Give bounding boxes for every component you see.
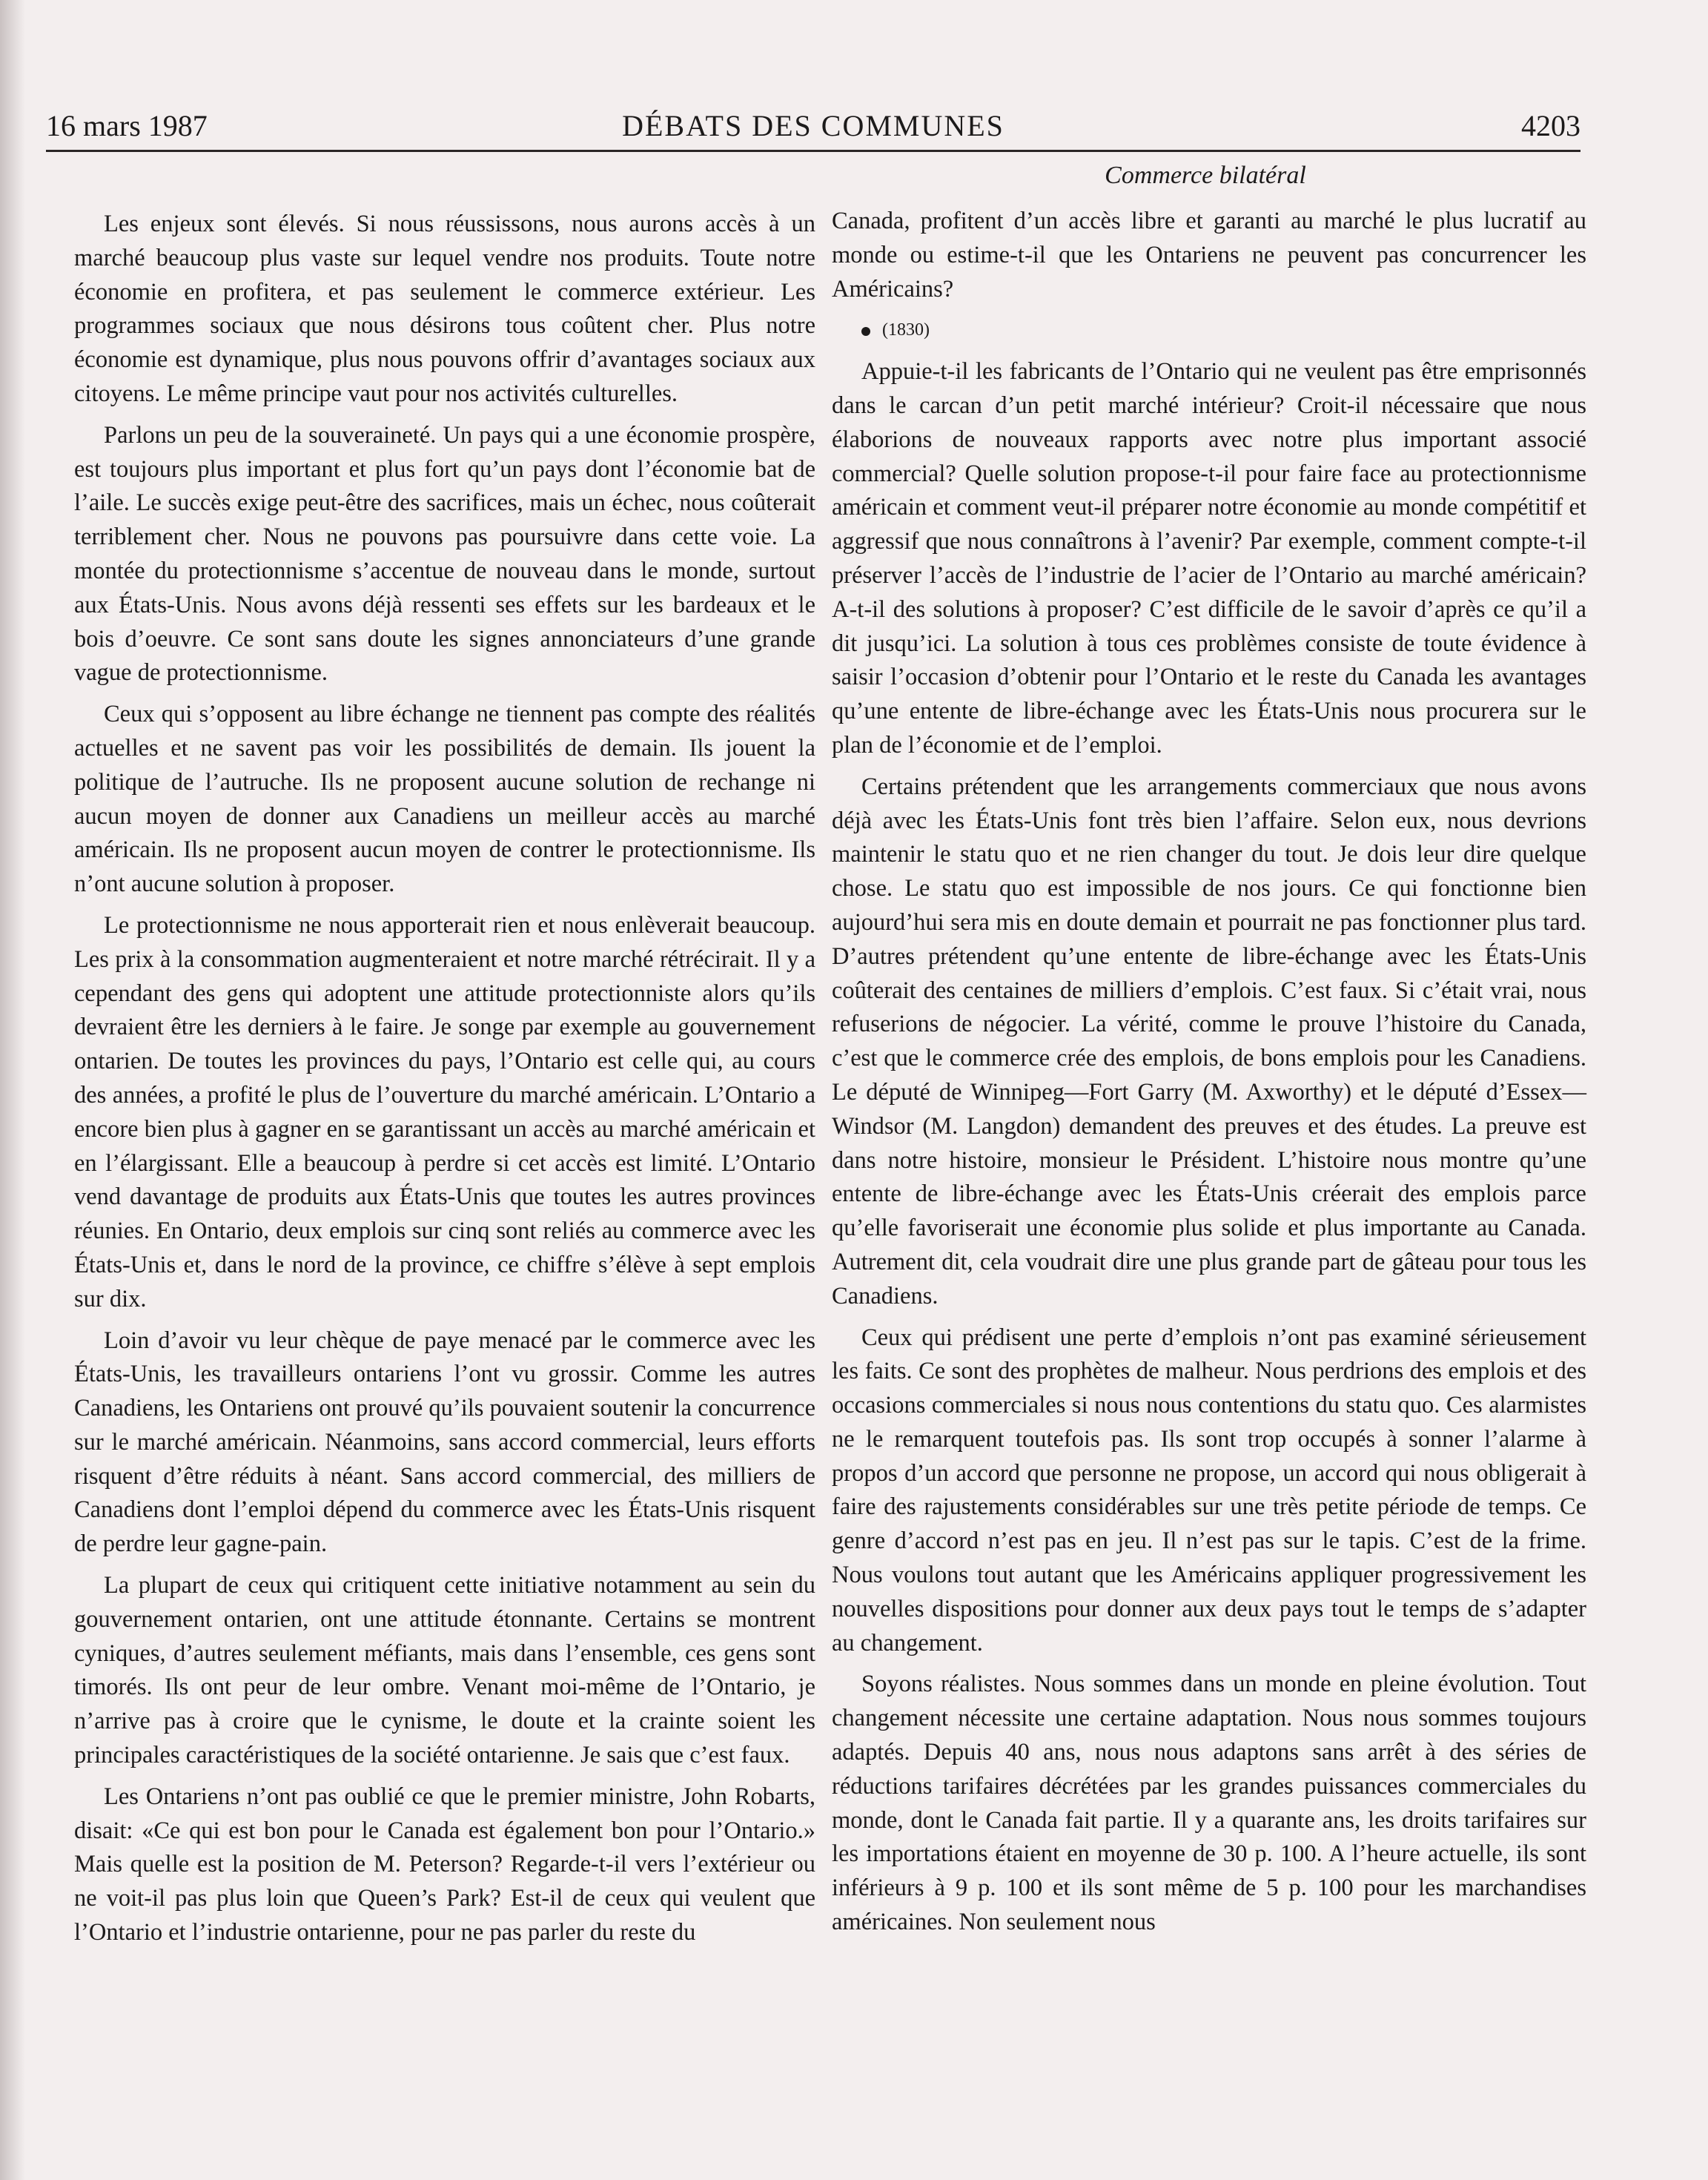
section-subtitle: Commerce bilatéral: [1105, 162, 1306, 189]
page-header: [46, 104, 1580, 152]
paragraph: Loin d’avoir vu leur chèque de paye menacé par le commerce avec les États-Unis, les travailleurs ontariens l’ont vu grossir. Comme les autres Canadiens, les Ontariens ont prouvé qu’ils pouvaient soutenir la concurrence sur le marché américain. Néanmoins, sans accord commercial, leurs efforts risquent d’être réduits à néant. Sans accord commercial, des milliers de Canadiens dont l’emploi dépend du commerce avec les États-Unis risquent de perdre leur gagne-pain.: [74, 1327, 815, 1558]
right-column: [832, 205, 1586, 2147]
bullet-icon: [861, 327, 870, 336]
paragraph: La plupart de ceux qui critiquent cette initiative notamment au sein du gouvernement ontarien, ont une attitude étonnante. Certains se montrent cyniques, d’autres seulement méfiants, mais dans l’ensemble, ces gens sont timorés. Ils ont peur de leur ombre. Venant moi-même de l’Ontario, je n’arrive pas à croire que le cynisme, le doute et la crainte soient les principales caractéristiques de la société ontarienne. Je sais que c’est faux.: [74, 1572, 815, 1769]
paragraph: Les Ontariens n’ont pas oublié ce que le premier ministre, John Robarts, disait: «Ce qui est bon pour le Canada est également bon pour l’Ontario.» Mais quelle est la position de M. Peterson? Regarde-t-il vers l’extérieur ou ne voit-il pas plus loin que Queen’s Park? Est-il de ceux qui veulent que l’Ontario et l’industrie ontarienne, pour ne pas parler du reste du: [74, 1783, 815, 1946]
paragraph: Appuie-t-il les fabricants de l’Ontario qui ne veulent pas être emprisonnés dans le carcan d’un petit marché intérieur? Croit-il nécessaire que nous élaborions de nouveaux rapports avec notre plus important associé commercial? Quelle solution propose-t-il pour faire face au protectionnisme américain et comment veut-il préparer notre économie au monde compétitif et aggressif que nous connaîtrons à l’avenir? Par exemple, comment compte-t-il préserver l’accès de l’industrie de l’acier de l’Ontario au marché américain? A-t-il des solutions à proposer? C’est difficile de le savoir d’après ce qu’il a dit jusqu’ici. La solution à tous ces problèmes consiste de toute évidence à saisir l’occasion d’obtenir pour l’Ontario et le reste du Canada les avantages qu’une entente de libre-échange avec les États-Unis nous procurera sur le plan de l’économie et de l’emploi.: [832, 358, 1586, 759]
paragraph: Soyons réalistes. Nous sommes dans un monde en pleine évolution. Tout changement nécessite une certaine adaptation. Nous nous sommes toujours adaptés. Depuis 40 ans, nous nous adaptons sans arrêt à des séries de réductions tarifaires décrétées par les grandes puissances commerciales du monde, dont le Canada fait partie. Il y a quarante ans, les droits tarifaires sur les importations étaient en moyenne de 30 p. 100. A l’heure actuelle, ils sont inférieurs à 9 p. 100 et ils sont même de 5 p. 100 pour les marchandises américaines. Non seulement nous: [832, 1671, 1586, 1936]
page-edge-shadow: [0, 0, 25, 2180]
paragraph: Certains prétendent que les arrangements commerciaux que nous avons déjà avec les États-Unis font très bien l’affaire. Selon eux, nous devrions maintenir le statu quo et ne rien changer du tout. Je dois leur dire quelque chose. Le statu quo est impossible de nos jours. Ce qui fonctionne bien aujourd’hui sera mis en doute demain et pourrait ne pas fonctionner plus tard. D’autres prétendent qu’une entente de libre-échange avec les États-Unis coûterait des centaines de milliers d’emplois. C’est faux. Si c’était vrai, nous refuserions de négocier. La vérité, comme le prouve l’histoire du Canada, c’est que le commerce crée des emplois, de bons emplois pour les Canadiens. Le député de Winnipeg—Fort Garry (M. Axworthy) et le député d’Essex—Windsor (M. Langdon) demandent des preuves et des études. La preuve est dans notre histoire, monsieur le Président. L’histoire nous montre qu’une entente de libre-échange avec les États-Unis créerait des emplois parce qu’elle favoriserait une économie plus solide et plus importante au Canada. Autrement dit, cela voudrait dire une plus grande part de gâteau pour tous les Canadiens.: [832, 773, 1586, 1309]
paragraph: Le protectionnisme ne nous apporterait rien et nous enlèverait beaucoup. Les prix à la consommation augmenteraient et notre marché rétrécirait. Il y a cependant des gens qui adoptent une attitude protectionniste alors qu’ils devraient être les derniers à le faire. Je songe par exemple au gouvernement ontarien. De toutes les provinces du pays, l’Ontario est celle qui, au cours des années, a profité le plus de l’ouverture du marché américain. L’Ontario a encore bien plus à gagner en se garantissant un accès au marché américain et en l’élargissant. Elle a beaucoup à perdre si cet accès est limité. L’Ontario vend davantage de produits aux États-Unis que toutes les autres provinces réunies. En Ontario, deux emplois sur cinq sont reliés au commerce avec les États-Unis et, dans le nord de la province, ce chiffre s’élève à sept emplois sur dix.: [74, 911, 815, 1312]
paragraph: Ceux qui prédisent une perte d’emplois n’ont pas examiné sérieusement les faits. Ce sont des prophètes de malheur. Nous perdrions des emplois et des occasions commerciales si nous nous contentions du statu quo. Ces alarmistes ne le remarquent toutefois pas. Ils sont trop occupés à sonner l’alarme à propos d’un accord que personne ne propose, un accord qui nous obligerait à faire des rajustements considérables sur une très petite période de temps. Ce genre d’accord n’est pas en jeu. Il n’est pas sur le tapis. C’est de la frime. Nous voulons tout autant que les Américains appliquer progressivement les nouvelles dispositions pour donner aux deux pays tout le temps de s’adapter au changement.: [832, 1324, 1586, 1657]
timestamp: [832, 314, 1586, 348]
paragraph: Parlons un peu de la souveraineté. Un pays qui a une économie prospère, est toujours plus important et plus fort qu’un pays dont l’économie bat de l’aile. Le succès exige peut-être des sacrifices, mais un échec, nous coûterait terriblement cher. Nous ne pouvons pas poursuivre dans cette voie. La montée du protectionnisme s’accentue de nouveau dans le monde, surtout aux États-Unis. Nous avons déjà ressenti ses effets sur les bardeaux et le bois d’oeuvre. Ce sont sans doute les signes annonciateurs d’une grande vague de protectionnisme.: [74, 421, 815, 687]
left-column: [74, 208, 815, 2150]
paragraph: Ceux qui s’opposent au libre échange ne tiennent pas compte des réalités actuelles et ne savent pas voir les possibilités de demain. Ils jouent la politique de l’autruche. Ils ne proposent aucune solution de rechange ni aucun moyen de donner aux Canadiens un meilleur accès au marché américain. Ils ne proposent aucun moyen de contrer le protectionnisme. Ils n’ont aucune solution à proposer.: [74, 701, 815, 898]
header-page-number: 4203: [1521, 109, 1580, 142]
timestamp-text: (1830): [882, 320, 930, 340]
continued-paragraph: Canada, profitent d’un accès libre et garanti au marché le plus lucratif au monde ou estime-t-il que les Ontariens ne peuvent pas concurrencer les Américains?: [832, 208, 1586, 303]
paragraph: Les enjeux sont élevés. Si nous réussissons, nous aurons accès à un marché beaucoup plus vaste sur lequel vendre nos produits. Toute notre économie en profitera, et pas seulement le commerce extérieur. Les programmes sociaux que nous désirons tous coûtent cher. Plus notre économie est dynamique, plus nous pouvons offrir d’avantages sociaux aux citoyens. Le même principe vaut pour nos activités culturelles.: [74, 211, 815, 407]
header-date: 16 mars 1987: [46, 109, 208, 142]
header-title: DÉBATS DES COMMUNES: [622, 109, 1004, 142]
